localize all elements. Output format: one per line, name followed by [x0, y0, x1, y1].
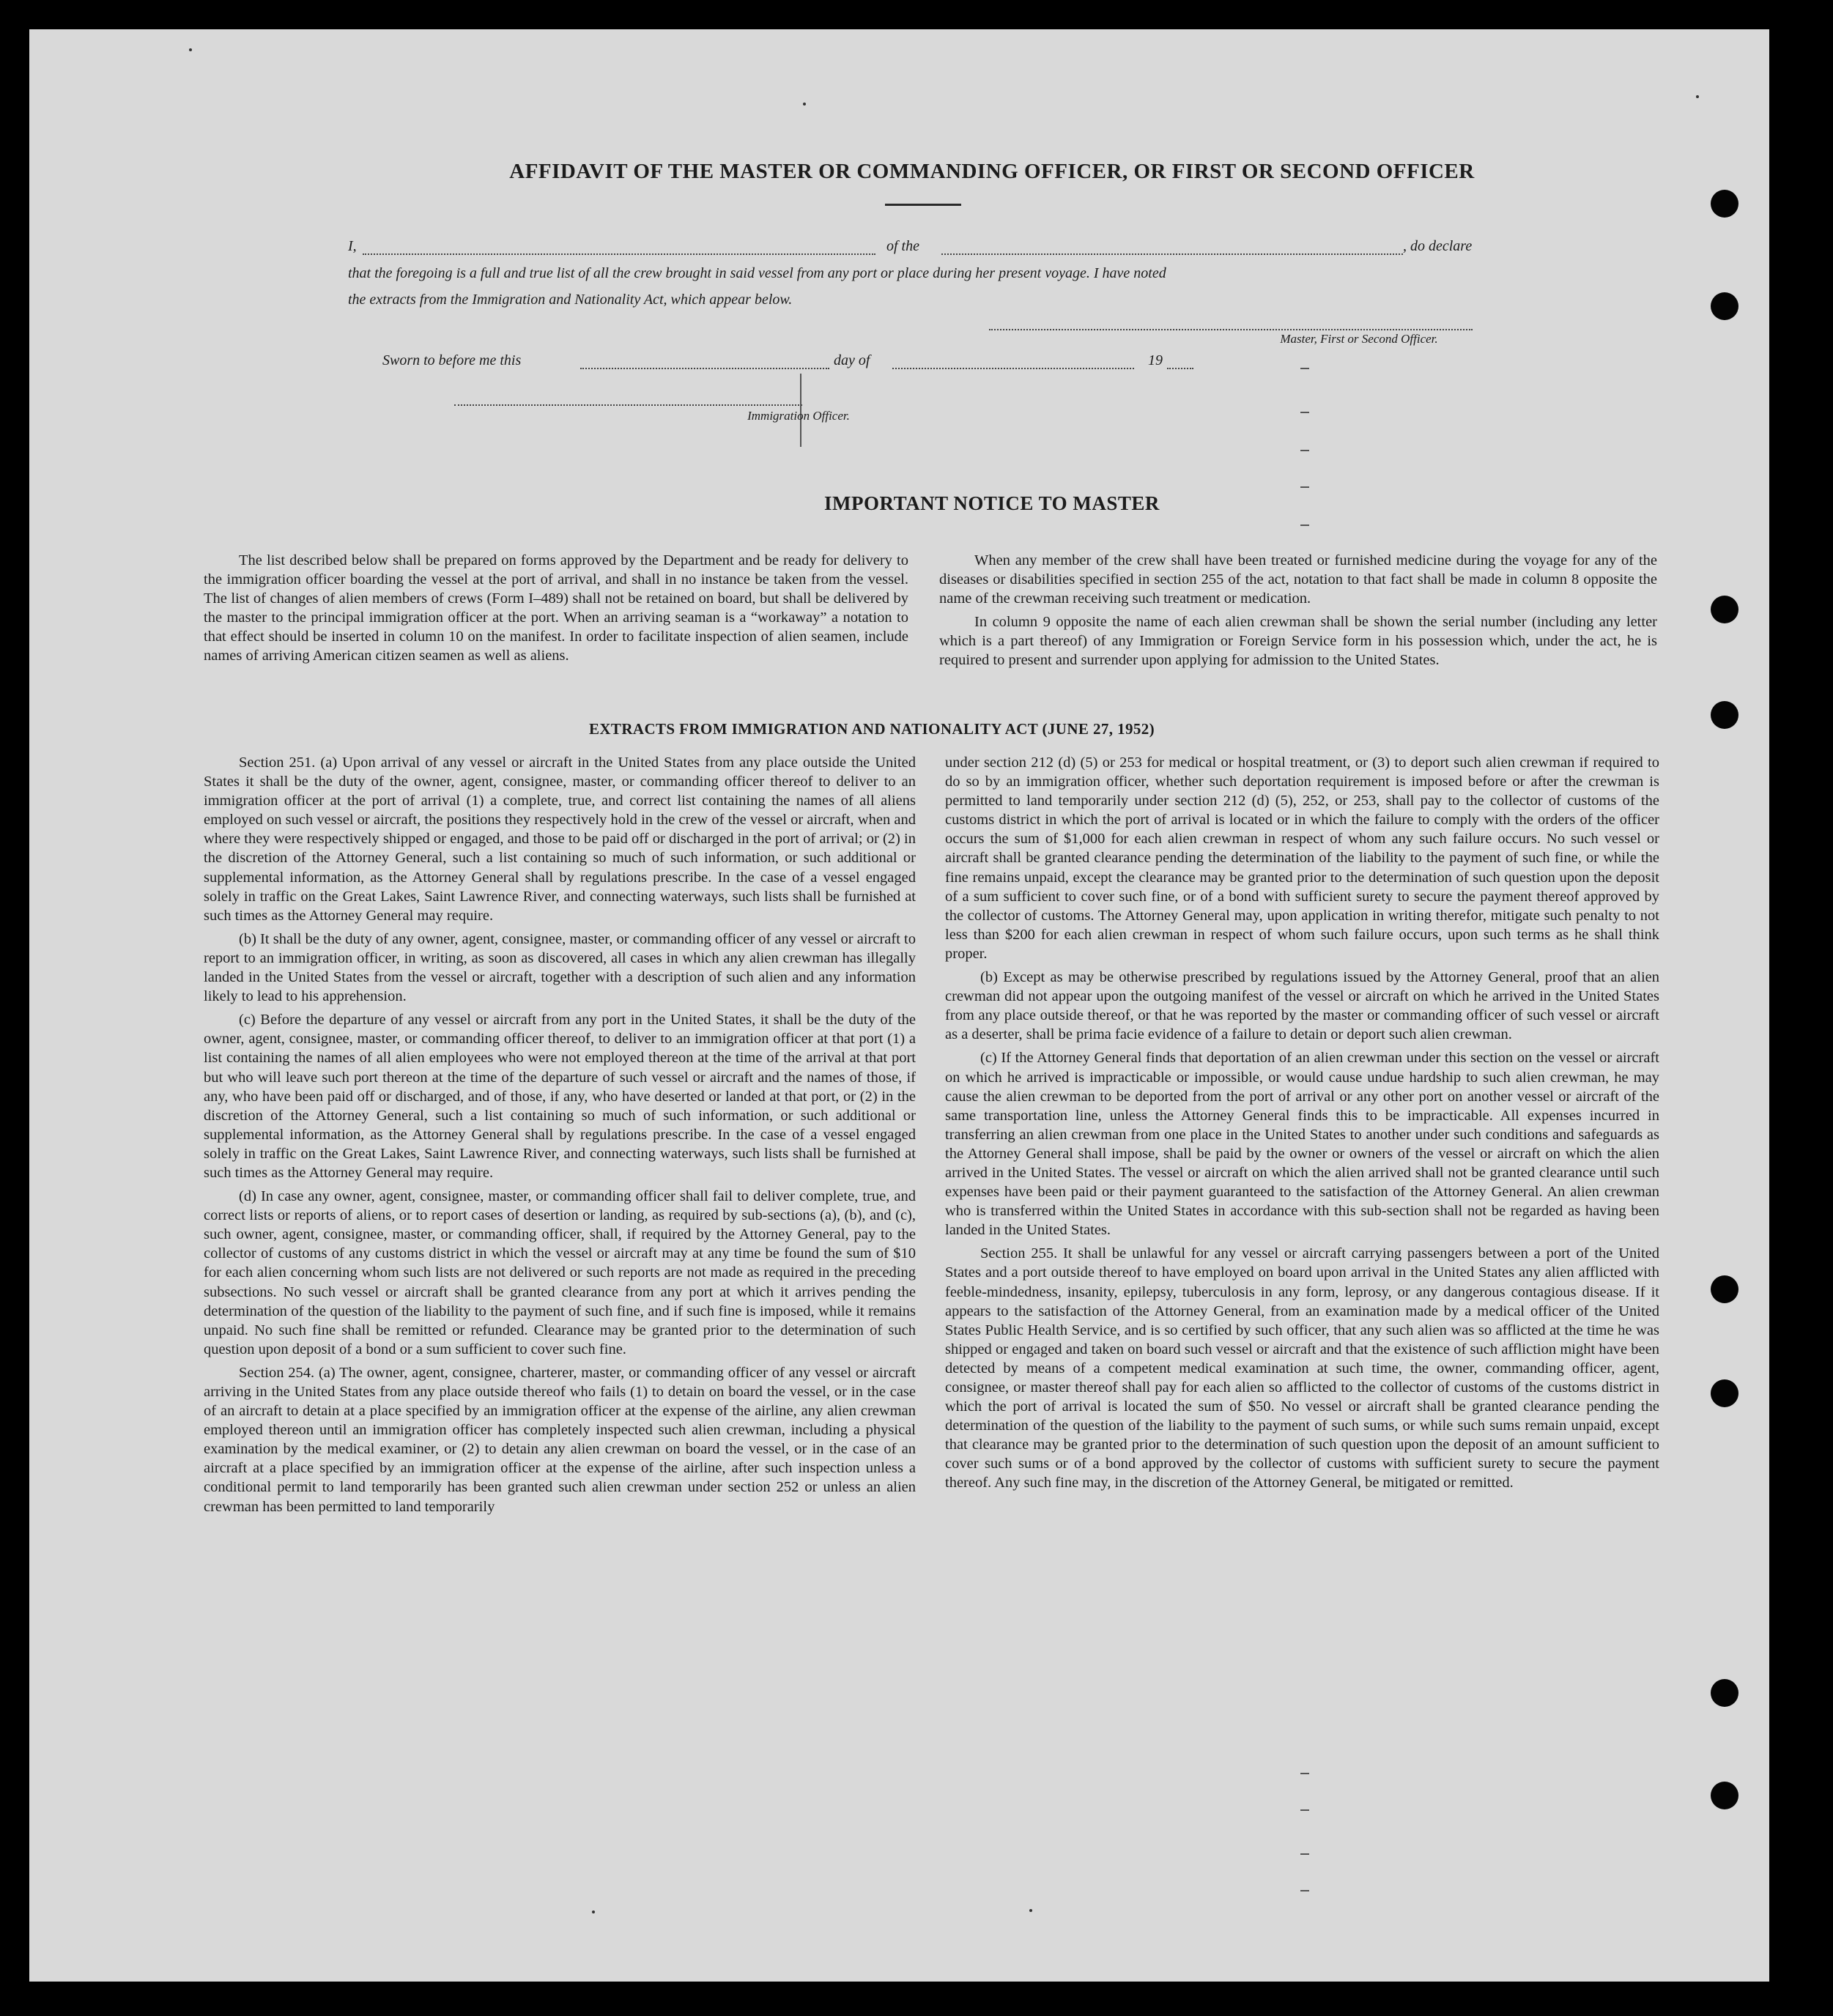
margin-mark	[1300, 1773, 1309, 1774]
section-251-a: Section 251. (a) Upon arrival of any vessel or aircraft in the United States from any place outside the United States it shall be the duty of the owner, agent, consignee, master, or commanding officer thereof to deliver to an immigration officer at the port of arrival (1) a complete, true, and correct list containing the names of all aliens employed on such vessel or aircraft, the positions they respectively hold in the crew of the vessel or aircraft, when and where they were respectively shipped or engaged, and those to be paid off or discharged in the port of arrival; or (2) in the discretion of the Attorney General, such a list containing so much of such information, or such additional or supplemental information, as the Attorney General shall by regulations prescribe. In the case of a vessel engaged solely in traffic on the Great Lakes, Saint Lawrence River, and connecting waterways, such lists shall be furnished at such times as the Attorney General may require.	[204, 755, 916, 924]
margin-mark	[1300, 1853, 1309, 1855]
notice-left-paragraph: The list described below shall be prepared on forms approved by the Department and be ready for delivery to the immigration officer boarding the vessel at the port of arrival, and shall in no instance be taken from the vessel. The list of changes of alien members of crews (Form I–489) shall not be retained on board, but shall be delivered by the master to the principal immigration officer at the port. When an arriving seaman is a “workaway” a notation to that effect should be inserted in column 10 on the manifest. In order to facilitate inspection of alien seamen, include names of arriving American citizen seamen as well as aliens.	[204, 552, 908, 664]
officer-signature-label: Master, First or Second Officer.	[1280, 332, 1438, 346]
margin-mark	[1300, 412, 1309, 413]
vessel-name-blank[interactable]	[941, 253, 1403, 255]
sworn-prefix: Sworn to before me this	[382, 352, 522, 368]
section-255: Section 255. It shall be unlawful for any vessel or aircraft carrying passengers between a port of the United States and a port outside thereof to have employed on board upon arrival in the United States any alien afflicted with feeble-mindedness, insanity, epilepsy, tuberculosis in any form, leprosy, or any dangerous contagious disease. If it appears to the satisfaction of the Attorney General, from an examination made by a medical officer of the United States Public Health Service, and is so certified by such officer, that any such alien was so afflicted at the time he was shipped or engaged and taken on board such vessel or aircraft and that the existence of such affliction might have been detected by means of a competent medical examination at such time, the owner, commanding officer, agent, consignee, or master thereof shall pay for each alien so afflicted to the collector of customs of the customs district in which the port of arrival is located the sum of $50. No vessel or aircraft shall be granted clearance pending the determination of the question of the liability to the payment of such sums, or while such sums remain unpaid, except that clearance may be granted prior to the determination of such question upon the deposit of an amount sufficient to cover such sums or of a bond approved by the collector of customs with sufficient surety to secure the payment thereof. Any such fine may, in the discretion of the Attorney General, be mitigated or remitted.	[945, 1245, 1659, 1491]
punch-hole	[1711, 190, 1738, 218]
margin-mark	[1300, 1809, 1309, 1811]
margin-mark	[1300, 486, 1309, 488]
immigration-officer-label: Immigration Officer.	[747, 409, 850, 423]
section-254-c: (c) If the Attorney General finds that deportation of an alien crewman under this section on the vessel or aircraft on which he arrived is impracticable or impossible, or would cause undue hardship to such alien crewman, he may cause the alien crewman to be deported from the port of arrival or any other port on another vessel or aircraft of the same transportation line, unless the Attorney General finds this to be impracticable. All expenses incurred in transferring an alien crewman from one place in the United States to another under such conditions and safeguards as the Attorney General shall impose, shall be paid by the owner or owners of the vessel or aircraft on which the alien arrived in the United States. The vessel or aircraft on which the alien arrived shall not be granted clearance until such expenses have been paid or their payment guaranteed to the satisfaction of the Attorney General. An alien crewman who is transferred within the United States in accordance with this sub-section shall not be regarded as having been landed in the United States.	[945, 1050, 1659, 1239]
affidavit-statement-line1: that the foregoing is a full and true list of all the crew brought in said vessel from any port or place during her present voyage. I have noted	[348, 265, 1166, 281]
title-rule	[885, 204, 961, 206]
extracts-left-column	[204, 753, 916, 1521]
punch-hole	[1711, 1679, 1738, 1707]
notice-title: IMPORTANT NOTICE TO MASTER	[824, 492, 1160, 514]
declarant-name-blank[interactable]	[363, 253, 875, 255]
sworn-year-blank[interactable]	[1167, 368, 1193, 369]
extracts-right-column	[945, 753, 1659, 1497]
section-254-b: (b) Except as may be otherwise prescribed by regulations issued by the Attorney General, proof that an alien crewman did not appear upon the outgoing manifest of the vessel or aircraft on which he arrived in the United States from any place outside thereof, or that he was reported by the master or commanding officer of such vessel or aircraft as a deserter, shall be prima facie evidence of a failure to detain or deport such alien crewman.	[945, 969, 1659, 1043]
affidavit-statement-line2: the extracts from the Immigration and Nationality Act, which appear below.	[348, 292, 793, 308]
scan-speck	[803, 103, 806, 105]
section-254-a-continued: under section 212 (d) (5) or 253 for medical or hospital treatment, or (3) to deport such alien crewman if required to do so by an immigration officer, whether such deportation requirement is imposed before or after the crewman is permitted to land temporarily under section 212 (d) (5), 252, or 253, shall pay to the collector of customs of the customs district in which the port of arrival is located or in which the failure to comply with the orders of the officer occurs the sum of $1,000 for each alien crewman in respect of whom any such failure occurs. No such vessel or aircraft shall be granted clearance pending the determination of the liability to the payment of such fine, or while the fine remains unpaid, except the clearance may be granted prior to the determination of such question upon the deposit of a sum sufficient to cover such fine, or of a bond with sufficient surety to secure the payment thereof approved by the collector of customs. The Attorney General may, upon application in writing therefor, mitigate such penalty to not less than $200 for each alien crewman in respect of whom such failure occurs, upon such terms as he shall think proper.	[945, 755, 1659, 962]
notice-right-paragraph-1: When any member of the crew shall have been treated or furnished medicine during the voyage for any of the diseases or disabilities specified in section 255 of the act, notation to that fact shall be made in column 8 opposite the name of the crewman receiving such treatment or medication.	[939, 552, 1657, 607]
affidavit-i: I,	[348, 238, 357, 254]
notice-right-paragraph-2: In column 9 opposite the name of each alien crewman shall be shown the serial number (including any letter which is a part thereof) of any Immigration or Foreign Service form in his possession which, under the act, he is required to present and surrender upon applying for admission to the United States.	[939, 614, 1657, 669]
extracts-title: EXTRACTS FROM IMMIGRATION AND NATIONALITY ACT (JUNE 27, 1952)	[588, 720, 1155, 738]
punch-hole	[1711, 1782, 1738, 1809]
affidavit-do-declare: , do declare	[1403, 238, 1473, 254]
scan-speck	[1029, 1909, 1032, 1912]
punch-hole	[1711, 292, 1738, 320]
section-251-c: (c) Before the departure of any vessel or aircraft from any port in the United States, it shall be the duty of the owner, agent, consignee, master, or commanding officer thereof, to deliver to an immigration officer at that port (1) a list containing the names of all alien employees who were not employed thereon at the time of the arrival at that port but who will leave such port thereon at the time of the departure of such vessel or aircraft and the names of those, if any, who have been paid off or discharged, and of those, if any, who have deserted or landed at that port, or (2) in the discretion of the Attorney General, such a list containing so much of such information, or such additional or supplemental information, as the Attorney General shall by regulations prescribe. In the case of a vessel engaged solely in traffic on the Great Lakes, Saint Lawrence River, and connecting waterways, such lists shall be furnished at such times as the Attorney General may require.	[204, 1012, 916, 1181]
scan-speck	[189, 48, 192, 51]
punch-hole	[1711, 596, 1738, 623]
punch-hole	[1711, 1275, 1738, 1303]
sworn-year: 19	[1148, 352, 1163, 368]
affidavit-of-the: of the	[886, 238, 919, 254]
sworn-month-blank[interactable]	[892, 368, 1134, 369]
immigration-officer-signature-blank[interactable]	[454, 404, 802, 406]
section-251-d: (d) In case any owner, agent, consignee, master, or commanding officer shall fail to deliver complete, true, and correct lists or reports of aliens, or to report cases of desertion or landing, as required by sub-sections (a), (b), and (c), such owner, agent, consignee, master, or commanding officer, shall, if required by the Attorney General, pay to the collector of customs of any customs district in which the vessel or aircraft may at any time be found the sum of $10 for each alien concerning whom such lists are not delivered or such reports are not made as required in the preceding subsections. No such vessel or aircraft shall be granted clearance from any port at which it arrives pending the determination of the question of the liability to the payment of such fine, and if such fine is imposed, while it remains unpaid. No such fine shall be remitted or refunded. Clearance may be granted prior to the determination of such question upon deposit of a bond or a sum sufficient to cover such fine.	[204, 1188, 916, 1357]
affidavit-title: AFFIDAVIT OF THE MASTER OR COMMANDING OFFICER, OR FIRST OR SECOND OFFICER	[509, 160, 1475, 183]
scan-speck	[1696, 95, 1699, 98]
punch-hole	[1711, 1379, 1738, 1407]
punch-hole	[1711, 701, 1738, 729]
notice-right-column	[939, 551, 1657, 675]
notice-left-column	[204, 551, 908, 670]
margin-mark	[1300, 368, 1309, 369]
margin-mark	[1300, 1890, 1309, 1891]
margin-mark	[1300, 450, 1309, 451]
margin-mark	[1300, 525, 1309, 526]
sworn-day-of: day of	[834, 352, 870, 368]
document-page	[29, 29, 1769, 1982]
officer-signature-blank[interactable]	[989, 329, 1473, 330]
section-254-a: Section 254. (a) The owner, agent, consignee, charterer, master, or commanding officer of any vessel or aircraft arriving in the United States from any place outside thereof who fails (1) to detain on board the vessel, or in the case of an aircraft to detain at a place specified by an immigration officer at the expense of the airline, any alien crewman employed thereon until an immigration officer has completely inspected such alien crewman, including a physical examination by the medical examiner, or (2) to detain any alien crewman on board the vessel, or in the case of an aircraft at a place specified by an immigration officer at the expense of the airline, after such inspection unless a conditional permit to land temporarily has been granted such alien crewman under section 252 or unless an alien crewman has been permitted to land temporarily	[204, 1364, 916, 1515]
scan-speck	[592, 1911, 595, 1913]
section-251-b: (b) It shall be the duty of any owner, agent, consignee, master, or commanding officer of any vessel or aircraft to report to an immigration officer, in writing, as soon as discovered, all cases in which any alien crewman has illegally landed in the United States from the vessel or aircraft, together with a description of such alien and any information likely to lead to his apprehension.	[204, 930, 916, 1005]
sworn-day-blank[interactable]	[580, 368, 829, 369]
